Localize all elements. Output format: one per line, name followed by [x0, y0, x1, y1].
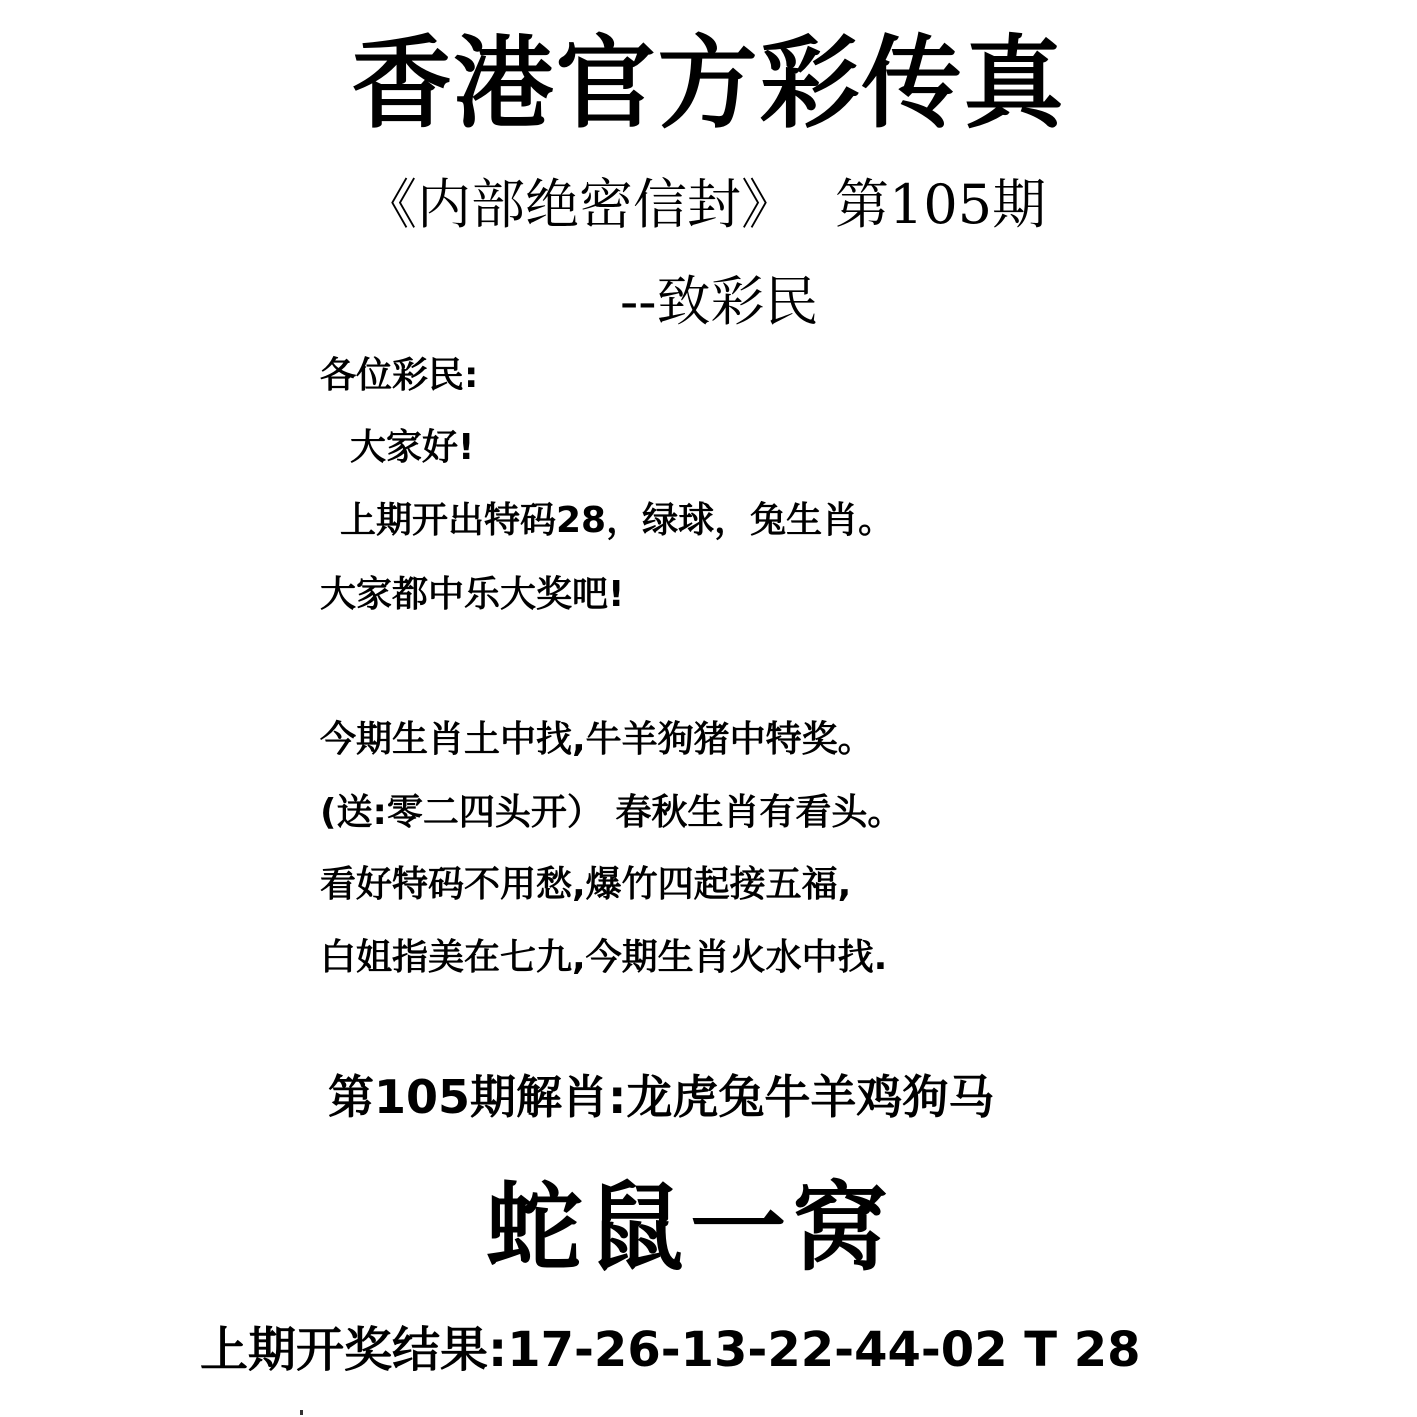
previous-result: 上期开奖结果:17-26-13-22-44-02 T 28	[200, 1322, 1141, 1378]
issue-number: 第105期	[835, 173, 1047, 236]
hello-line: 大家好!	[350, 427, 475, 468]
subtitle-line	[363, 173, 1047, 236]
salutation: --致彩民	[620, 270, 819, 333]
wish-line: 大家都中乐大奖吧!	[320, 574, 625, 615]
poem-line: (送:零二四头开） 春秋生肖有看头。	[320, 792, 904, 833]
headline: 蛇鼠一窝	[486, 1172, 894, 1284]
edge-mark	[300, 1410, 303, 1415]
envelope-subtitle: 《内部绝密信封》	[363, 173, 795, 236]
greeting: 各位彩民:	[320, 355, 479, 396]
zodiac-line: 第105期解肖:龙虎兔牛羊鸡狗马	[328, 1070, 995, 1124]
poem-line: 今期生肖土中找,牛羊狗猪中特奖。	[320, 719, 874, 760]
document-title: 香港官方彩传真	[351, 25, 1066, 142]
poem-line: 看好特码不用愁,爆竹四起接五福,	[320, 864, 852, 905]
last-result-line: 上期开出特码28，绿球，兔生肖。	[340, 500, 895, 541]
poem-line: 白姐指美在七九,今期生肖火水中找.	[320, 937, 888, 978]
